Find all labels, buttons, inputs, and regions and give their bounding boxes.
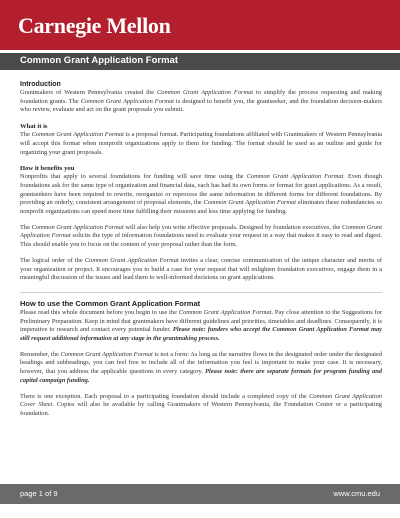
section-heading-introduction: Introduction [20, 81, 61, 88]
section-divider [20, 292, 382, 293]
paragraph-intro-1: Grantmakers of Western Pennsylvania created the Common Grant Application Format to simplify the process requesting and making foundation grants. The Common Grant Application Format is designed to benefit you, the grantseeker, and the foundation decision-makers who review, evaluate and act on the grant proposals you submit. [20, 89, 382, 114]
paragraph-benefits-3: The logical order of the Common Grant Application Format invites a clear, concise communication of the unique character and merits of your organization or project. It encourages you to build a case for your request that will enlighten foundation executives, engage them in a meaningful discussion of the issues and lead them to well-informed decisions on grant applications. [20, 256, 382, 282]
paragraph-benefits-2: The Common Grant Application Format will also help you write effective proposals. Designed by foundation executives, the Common Grant Application Format solicits the type of information foundations need to evaluate your request in a way that makes it easy to read and digest. This should enable you to focus on the content of your proposal rather than the form. [20, 223, 382, 249]
subheading-how-it-benefits: How it benefits you [20, 165, 75, 173]
brand-banner [0, 0, 400, 50]
document-title-bar [0, 53, 400, 70]
section-heading-how-to-use: How to use the Common Grant Application Format [20, 298, 201, 308]
subheading-what-it-is: What it is [20, 123, 48, 131]
document-body [20, 80, 382, 426]
paragraph-howto-3: There is one exception. Each proposal to a participating foundation should include a completed copy of the Common Grant Application Cover Sheet. Copies will also be available by calling Grantmakers of Western Pennsylvania, the Foundation Center or a participating foundation. [20, 392, 382, 417]
page-footer [0, 484, 400, 504]
footer-url: www.cmu.edu [333, 489, 380, 498]
carnegie-mellon-logo: Carnegie Mellon [18, 13, 171, 38]
paragraph-howto-1: Please read this whole document before you begin to use the Common Grant Application Format. Pay close attention to the Suggestions for Preliminary Preparation. Keep in mind that grantmakers have different guidelines and priorities, timetables and deadlines. Consequently, it is imperative to research and contact every potential funder. Please note: funders who accept the Common Grant Application Format may still request additional information at any stage in the grantmaking process. [20, 308, 382, 343]
paragraph-what-it-is: The Common Grant Application Format is a proposal format. Participating foundations affiliated with Grantmakers of Western Pennsylvania will accept this format when nonprofit organizations apply to them for funding. The format should be used as an outline and guide for organizing your grant proposals. [20, 131, 382, 156]
paragraph-howto-2: Remember, the Common Grant Application Format is not a form: As long as the narrative flows in the designated order under the designated headings and subheadings, you can feel free to include all of the information you feel is important to make your case. It is necessary, however, that you address the applicable questions in every category. Please note: there are separate formats for program funding and capital campaign funding. [20, 350, 382, 384]
paragraph-benefits-1: Nonprofits that apply to several foundations for funding will save time using the Common Grant Application Format. Even though foundations ask for the same type of organization and financial data, each has had its own forms or format for grant applications. As a result, grantseekers have been required to rewrite, reorganize or reprocess the same information in different forms for different foundations. By providing an orderly, consistent arrangement of proposal elements, the Common Grant Application Format eliminates these redundancies so nonprofit organizations can spend more time fulfilling their missions and less time applying for funding. [20, 173, 383, 216]
page-number: page 1 of 9 [20, 489, 58, 498]
document-title: Common Grant Application Format [20, 55, 178, 66]
